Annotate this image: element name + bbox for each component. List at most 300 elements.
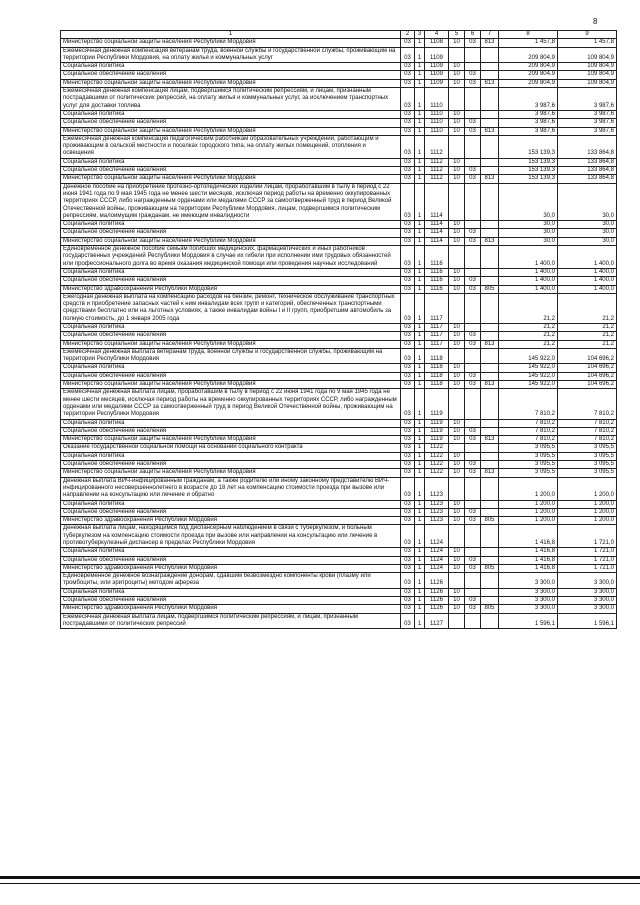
cell-amount: 3 987,6 <box>499 127 558 135</box>
cell-code: 1110 <box>425 127 449 135</box>
cell-code: 1 <box>415 427 425 435</box>
cell-code <box>465 613 481 629</box>
cell-amount: 21,2 <box>558 293 617 323</box>
cell-code: 1 <box>415 246 425 269</box>
table-row <box>61 389 617 419</box>
cell-code: 1123 <box>425 500 449 508</box>
cell-code: 03 <box>401 158 415 166</box>
cell-code: 03 <box>465 285 481 293</box>
page-number: 8 <box>593 17 598 26</box>
header-cell: 8 <box>499 31 558 39</box>
table-row <box>61 613 617 629</box>
cell-code: 03 <box>401 517 415 525</box>
cell-code <box>465 500 481 508</box>
cell-code: 1124 <box>425 525 449 548</box>
cell-code: 03 <box>465 127 481 135</box>
cell-name: Министерство социальной защиты населения Республики Мордовия <box>61 39 401 47</box>
cell-code: 03 <box>401 588 415 596</box>
table-body <box>61 39 617 629</box>
cell-code: 03 <box>401 500 415 508</box>
cell-code <box>481 419 499 427</box>
cell-code <box>481 323 499 331</box>
cell-code: 03 <box>465 79 481 87</box>
cell-amount: 1 400,0 <box>558 277 617 285</box>
cell-code: 1 <box>415 79 425 87</box>
table-row <box>61 469 617 477</box>
cell-amount: 153 139,3 <box>499 158 558 166</box>
cell-code: 03 <box>401 548 415 556</box>
cell-amount: 209 804,9 <box>499 63 558 71</box>
cell-code: 1114 <box>425 183 449 220</box>
cell-amount: 3 095,5 <box>558 469 617 477</box>
cell-code: 10 <box>449 548 465 556</box>
cell-amount: 1 596,1 <box>499 613 558 629</box>
cell-name: Министерство здравоохранения Республики Мордовия <box>61 285 401 293</box>
cell-code <box>465 525 481 548</box>
table-row <box>61 183 617 220</box>
cell-code: 1114 <box>425 229 449 237</box>
cell-amount: 109 804,9 <box>558 79 617 87</box>
cell-code: 10 <box>449 268 465 276</box>
cell-amount: 1 416,8 <box>499 564 558 572</box>
cell-amount: 30,0 <box>499 229 558 237</box>
cell-code: 03 <box>401 452 415 460</box>
cell-amount: 1 400,0 <box>499 285 558 293</box>
cell-name: Социальная политика <box>61 63 401 71</box>
cell-name: Социальная политика <box>61 500 401 508</box>
cell-code: 10 <box>449 452 465 460</box>
cell-code: 1 <box>415 237 425 245</box>
cell-code: 813 <box>481 381 499 389</box>
cell-amount: 145 922,0 <box>499 364 558 372</box>
cell-code: 03 <box>465 436 481 444</box>
cell-code: 10 <box>449 508 465 516</box>
cell-amount: 30,0 <box>558 229 617 237</box>
cell-code <box>481 47 499 63</box>
table-row <box>61 517 617 525</box>
cell-code: 1123 <box>425 477 449 500</box>
cell-code: 1 <box>415 389 425 419</box>
cell-code: 1 <box>415 597 425 605</box>
cell-code: 03 <box>401 183 415 220</box>
cell-amount: 3 095,5 <box>499 461 558 469</box>
cell-code: 03 <box>401 47 415 63</box>
table-row <box>61 427 617 435</box>
cell-code <box>481 183 499 220</box>
table-row <box>61 277 617 285</box>
cell-code: 1 <box>415 500 425 508</box>
cell-amount: 21,2 <box>499 293 558 323</box>
cell-amount: 30,0 <box>558 221 617 229</box>
cell-name: Социальная политика <box>61 419 401 427</box>
cell-code: 1112 <box>425 175 449 183</box>
cell-code: 10 <box>449 419 465 427</box>
cell-code: 1114 <box>425 237 449 245</box>
cell-code: 03 <box>401 119 415 127</box>
cell-code: 813 <box>481 469 499 477</box>
cell-code <box>465 348 481 364</box>
cell-code <box>465 183 481 220</box>
cell-code: 1 <box>415 372 425 380</box>
cell-code: 1 <box>415 419 425 427</box>
header-cell: 7 <box>481 31 499 39</box>
cell-code: 03 <box>465 427 481 435</box>
header-cell: 3 <box>415 31 425 39</box>
cell-name: Министерство здравоохранения Республики Мордовия <box>61 517 401 525</box>
cell-code: 03 <box>465 517 481 525</box>
cell-amount: 3 300,0 <box>558 573 617 589</box>
cell-code <box>481 268 499 276</box>
table-row <box>61 237 617 245</box>
cell-code <box>449 135 465 158</box>
cell-name: Министерство социальной защиты населения Республики Мордовия <box>61 436 401 444</box>
cell-name: Социальная политика <box>61 588 401 596</box>
cell-code: 10 <box>449 39 465 47</box>
cell-code <box>449 613 465 629</box>
cell-code <box>465 110 481 118</box>
cell-code <box>481 573 499 589</box>
cell-code: 1122 <box>425 461 449 469</box>
cell-code <box>465 221 481 229</box>
cell-name: Социальная политика <box>61 110 401 118</box>
cell-code: 03 <box>465 372 481 380</box>
cell-code: 03 <box>401 508 415 516</box>
table-row <box>61 323 617 331</box>
cell-amount: 21,2 <box>558 323 617 331</box>
cell-code: 10 <box>449 500 465 508</box>
header-row <box>61 31 617 39</box>
cell-code: 03 <box>465 229 481 237</box>
cell-amount: 3 987,6 <box>558 119 617 127</box>
cell-code: 03 <box>401 348 415 364</box>
cell-code: 03 <box>401 613 415 629</box>
cell-code: 1119 <box>425 436 449 444</box>
table-row <box>61 372 617 380</box>
cell-code: 1 <box>415 348 425 364</box>
cell-code <box>481 548 499 556</box>
cell-code: 03 <box>401 436 415 444</box>
cell-amount: 3 987,6 <box>499 119 558 127</box>
cell-name: Социальное обеспечение населения <box>61 229 401 237</box>
cell-amount: 3 095,5 <box>558 452 617 460</box>
cell-code: 10 <box>449 119 465 127</box>
cell-name: Социальная политика <box>61 221 401 229</box>
cell-code <box>481 525 499 548</box>
cell-amount: 1 457,8 <box>558 39 617 47</box>
cell-code: 1 <box>415 268 425 276</box>
cell-code: 03 <box>401 340 415 348</box>
cell-code <box>481 158 499 166</box>
cell-amount: 3 987,6 <box>499 88 558 111</box>
cell-code: 03 <box>401 285 415 293</box>
cell-amount: 30,0 <box>499 237 558 245</box>
table-row <box>61 293 617 323</box>
cell-name: Социальное обеспечение населения <box>61 167 401 175</box>
cell-code: 1118 <box>425 381 449 389</box>
header-cell: 1 <box>61 31 401 39</box>
cell-code <box>465 364 481 372</box>
cell-code <box>449 348 465 364</box>
cell-code <box>481 167 499 175</box>
cell-amount: 133 864,8 <box>558 158 617 166</box>
cell-code: 1122 <box>425 469 449 477</box>
cell-name: Денежная выплата ВИЧ-инфицированным гражданам, а также родителю или иному законному представителю ВИЧ-инфицированного несовершеннолетнего в возрасте до 18 лет на компенсацию стоимости проезда при вызове или направлении на консультацию или лечение и обратно <box>61 477 401 500</box>
cell-amount: 145 922,0 <box>499 381 558 389</box>
cell-code: 1112 <box>425 135 449 158</box>
cell-code: 1 <box>415 444 425 452</box>
cell-amount: 104 696,2 <box>558 364 617 372</box>
cell-amount: 209 804,9 <box>499 47 558 63</box>
cell-amount: 1 400,0 <box>499 268 558 276</box>
cell-code: 10 <box>449 229 465 237</box>
cell-code <box>481 427 499 435</box>
cell-name: Ежемесячная денежная компенсация лицам, подвергшимся политическим репрессиям, и лицам, признанным пострадавшими от политических репрессий, на оплату жилья и коммунальных услуг, за исключением транспортных услуг для доставки топлива <box>61 88 401 111</box>
cell-code: 03 <box>401 419 415 427</box>
cell-amount: 7 810,2 <box>499 436 558 444</box>
cell-code: 03 <box>465 167 481 175</box>
cell-code: 03 <box>401 71 415 79</box>
cell-code: 03 <box>465 119 481 127</box>
cell-code: 03 <box>401 63 415 71</box>
cell-code: 03 <box>401 605 415 613</box>
cell-code: 1126 <box>425 588 449 596</box>
cell-amount: 1 721,0 <box>558 556 617 564</box>
cell-code: 1124 <box>425 556 449 564</box>
table-row <box>61 508 617 516</box>
cell-name: Денежная выплата лицам, находящимся под диспансерным наблюдением в связи с туберкулезом, и больным туберкулезом на компенсацию стоимости проезда при вызове или направлении на консультацию или лечение в противотуберкулезный диспансер в пределах Республики Мордовия <box>61 525 401 548</box>
cell-code: 1 <box>415 47 425 63</box>
cell-code: 1 <box>415 127 425 135</box>
cell-code: 10 <box>449 277 465 285</box>
cell-amount: 109 804,9 <box>558 71 617 79</box>
cell-amount: 1 200,0 <box>558 508 617 516</box>
footer-rule-thin <box>0 883 640 884</box>
cell-code: 1126 <box>425 605 449 613</box>
cell-code: 1112 <box>425 158 449 166</box>
table-row <box>61 605 617 613</box>
cell-amount: 104 696,2 <box>558 348 617 364</box>
budget-table <box>60 30 617 629</box>
cell-code: 10 <box>449 469 465 477</box>
cell-name: Социальная политика <box>61 548 401 556</box>
cell-code: 1109 <box>425 47 449 63</box>
cell-code <box>481 246 499 269</box>
table-row <box>61 597 617 605</box>
cell-code: 03 <box>465 39 481 47</box>
cell-code <box>481 221 499 229</box>
cell-amount: 3 300,0 <box>499 605 558 613</box>
cell-code <box>481 372 499 380</box>
cell-code: 1 <box>415 183 425 220</box>
cell-name: Социальное обеспечение населения <box>61 427 401 435</box>
cell-amount: 3 987,6 <box>558 110 617 118</box>
cell-code: 03 <box>401 427 415 435</box>
cell-code: 10 <box>449 372 465 380</box>
cell-name: Социальное обеспечение населения <box>61 597 401 605</box>
cell-code: 1116 <box>425 285 449 293</box>
cell-code: 03 <box>401 135 415 158</box>
cell-code: 1116 <box>425 277 449 285</box>
table-row <box>61 221 617 229</box>
cell-code: 03 <box>401 556 415 564</box>
cell-amount: 133 864,8 <box>558 135 617 158</box>
cell-code: 1 <box>415 340 425 348</box>
cell-amount: 7 810,2 <box>558 389 617 419</box>
cell-code: 10 <box>449 285 465 293</box>
cell-amount: 1 200,0 <box>499 500 558 508</box>
cell-amount: 3 095,5 <box>499 444 558 452</box>
cell-amount: 1 457,8 <box>499 39 558 47</box>
cell-code: 1119 <box>425 389 449 419</box>
cell-code: 1118 <box>425 348 449 364</box>
table-row <box>61 47 617 63</box>
cell-amount: 133 864,8 <box>558 175 617 183</box>
table-row <box>61 246 617 269</box>
cell-code: 1 <box>415 285 425 293</box>
table-row <box>61 88 617 111</box>
cell-code: 805 <box>481 564 499 572</box>
cell-code <box>465 88 481 111</box>
cell-code: 03 <box>401 175 415 183</box>
cell-code: 1 <box>415 39 425 47</box>
cell-code: 805 <box>481 517 499 525</box>
table-row <box>61 348 617 364</box>
cell-code <box>449 444 465 452</box>
cell-code <box>449 477 465 500</box>
cell-code: 10 <box>449 323 465 331</box>
cell-code: 805 <box>481 285 499 293</box>
table-row <box>61 461 617 469</box>
cell-code: 1 <box>415 605 425 613</box>
cell-code: 03 <box>401 221 415 229</box>
cell-name: Социальное обеспечение населения <box>61 119 401 127</box>
cell-amount: 1 721,0 <box>558 548 617 556</box>
cell-code: 1 <box>415 564 425 572</box>
cell-amount: 3 095,5 <box>499 469 558 477</box>
cell-amount: 3 987,6 <box>558 88 617 111</box>
cell-code: 1119 <box>425 427 449 435</box>
cell-name: Министерство социальной защиты населения Республики Мордовия <box>61 237 401 245</box>
cell-name: Социальное обеспечение населения <box>61 556 401 564</box>
cell-code <box>481 293 499 323</box>
cell-amount: 3 300,0 <box>558 588 617 596</box>
cell-code: 1118 <box>425 364 449 372</box>
cell-amount: 3 300,0 <box>499 597 558 605</box>
cell-code: 1110 <box>425 119 449 127</box>
cell-amount: 104 696,2 <box>558 372 617 380</box>
cell-code: 03 <box>401 444 415 452</box>
cell-amount: 21,2 <box>499 323 558 331</box>
cell-code: 03 <box>465 469 481 477</box>
cell-code: 10 <box>449 63 465 71</box>
table-row <box>61 436 617 444</box>
cell-amount: 145 922,0 <box>499 348 558 364</box>
cell-name: Социальная политика <box>61 268 401 276</box>
cell-code <box>481 119 499 127</box>
table-row <box>61 588 617 596</box>
cell-code: 1 <box>415 461 425 469</box>
cell-code: 10 <box>449 564 465 572</box>
cell-name: Министерство социальной защиты населения Республики Мордовия <box>61 127 401 135</box>
cell-name: Единовременное денежное пособие семьям погибших медицинских, фармацевтических и иных работников государственных учреждений Республики Мордовия в случае их гибели при исполнении ими трудовых обязанностей или профессионального долга во время оказания медицинской помощи или проведения научных исследований <box>61 246 401 269</box>
cell-code: 03 <box>465 564 481 572</box>
cell-amount: 21,2 <box>558 340 617 348</box>
cell-code: 03 <box>401 39 415 47</box>
cell-code: 10 <box>449 597 465 605</box>
table-row <box>61 71 617 79</box>
cell-code: 805 <box>481 605 499 613</box>
cell-amount: 21,2 <box>499 340 558 348</box>
cell-amount: 1 400,0 <box>558 285 617 293</box>
cell-name: Социальное обеспечение населения <box>61 71 401 79</box>
table-row <box>61 340 617 348</box>
table-row <box>61 167 617 175</box>
cell-code: 1 <box>415 71 425 79</box>
cell-code <box>481 332 499 340</box>
cell-code: 1 <box>415 88 425 111</box>
cell-code <box>449 88 465 111</box>
cell-amount: 1 596,1 <box>558 613 617 629</box>
cell-code <box>481 556 499 564</box>
cell-amount: 7 810,2 <box>558 436 617 444</box>
cell-code <box>481 364 499 372</box>
table-row <box>61 477 617 500</box>
cell-amount: 133 864,8 <box>558 167 617 175</box>
table-row <box>61 573 617 589</box>
cell-code <box>481 508 499 516</box>
table-row <box>61 135 617 158</box>
cell-code: 10 <box>449 167 465 175</box>
cell-name: Социальное обеспечение населения <box>61 277 401 285</box>
header-cell: 9 <box>558 31 617 39</box>
cell-code <box>465 477 481 500</box>
cell-code <box>449 293 465 323</box>
table-row <box>61 127 617 135</box>
cell-code <box>481 229 499 237</box>
cell-amount: 30,0 <box>499 183 558 220</box>
cell-amount: 30,0 <box>558 237 617 245</box>
cell-amount: 209 804,9 <box>499 71 558 79</box>
cell-amount: 7 810,2 <box>558 419 617 427</box>
cell-code: 1126 <box>425 597 449 605</box>
cell-code: 03 <box>465 556 481 564</box>
cell-code: 1127 <box>425 613 449 629</box>
cell-amount: 21,2 <box>558 332 617 340</box>
cell-code <box>481 477 499 500</box>
cell-code: 1109 <box>425 63 449 71</box>
cell-code <box>481 71 499 79</box>
cell-name: Денежное пособие на приобретение протезно-ортопедических изделий лицам, проработавшим в тылу в период с 22 июня 1941 года по 9 мая 1945 года не менее шести месяцев, исключая период работы на временно оккупированных территориях СССР, либо награжденным орденами или медалями СССР за самоотверженный труд в период Великой Отечественной войны, проживающим на территории Республики Мордовия, лицам, подвергшимся политическим репрессиям, малоимущим гражданам, не имеющим инвалидности <box>61 183 401 220</box>
cell-amount: 3 300,0 <box>558 605 617 613</box>
cell-amount: 1 416,8 <box>499 556 558 564</box>
cell-amount: 7 810,2 <box>499 427 558 435</box>
cell-code: 03 <box>401 127 415 135</box>
cell-code: 1 <box>415 613 425 629</box>
cell-amount: 153 139,3 <box>499 135 558 158</box>
cell-code: 03 <box>401 564 415 572</box>
cell-code: 10 <box>449 364 465 372</box>
cell-code <box>465 268 481 276</box>
cell-code <box>449 525 465 548</box>
header-cell: 2 <box>401 31 415 39</box>
cell-code: 1116 <box>425 246 449 269</box>
cell-code: 1124 <box>425 564 449 572</box>
cell-code: 1 <box>415 119 425 127</box>
cell-code <box>465 47 481 63</box>
cell-amount: 145 922,0 <box>499 372 558 380</box>
cell-name: Социальная политика <box>61 323 401 331</box>
cell-amount: 153 139,3 <box>499 167 558 175</box>
